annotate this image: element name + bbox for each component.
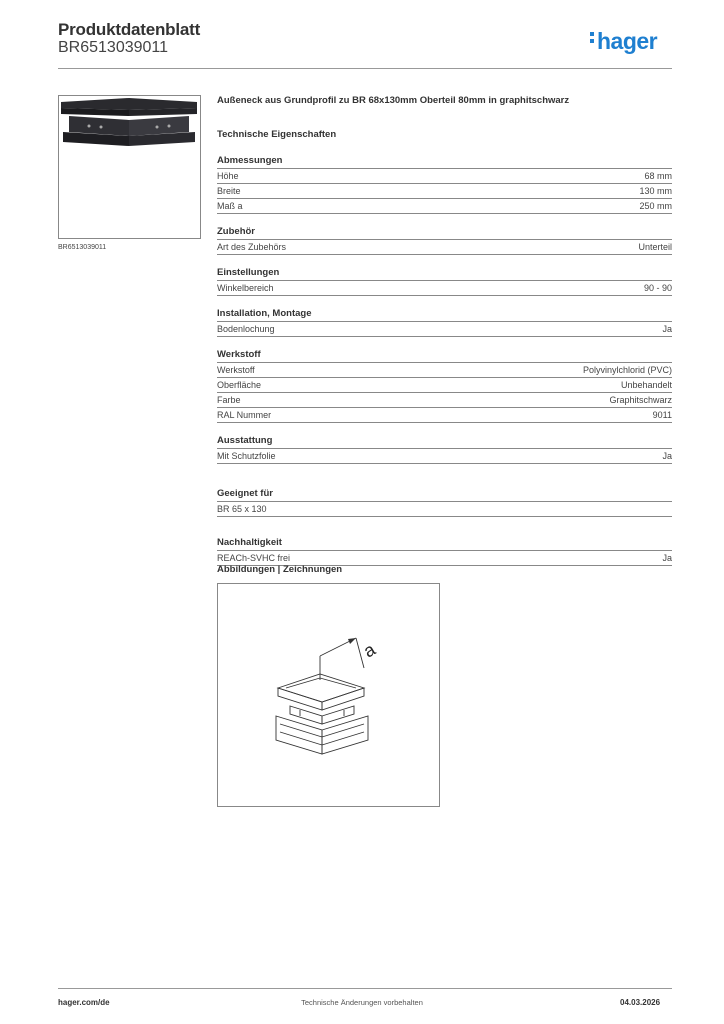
- spec-value: Ja: [662, 324, 672, 334]
- section-geeignet-fuer: [217, 488, 672, 517]
- spec-value: Unbehandelt: [620, 380, 672, 390]
- spec-label: BR 65 x 130: [217, 504, 267, 514]
- section-title: Zubehör: [217, 226, 672, 240]
- page-title: Produktdatenblatt: [58, 20, 201, 39]
- spec-value: Ja: [662, 451, 672, 461]
- spec-label: Höhe: [217, 171, 239, 181]
- drawings-heading: Abbildungen | Zeichnungen: [217, 564, 343, 575]
- section-werkstoff: [217, 349, 672, 423]
- spec-label: Farbe: [217, 395, 241, 405]
- spec-value: Unterteil: [638, 242, 672, 252]
- hager-logo: [590, 28, 657, 55]
- footer-website-link[interactable]: hager.com/de: [58, 998, 110, 1007]
- corner-drawing-icon: [218, 584, 439, 806]
- section-nachhaltigkeit: [217, 537, 672, 566]
- spec-row: [217, 199, 672, 214]
- spec-value: 90 - 90: [643, 283, 672, 293]
- section-title: Ausstattung: [217, 435, 672, 449]
- spec-row: [217, 240, 672, 255]
- spec-label: Breite: [217, 186, 241, 196]
- spec-row: [217, 449, 672, 464]
- section-title: Einstellungen: [217, 267, 672, 281]
- spec-label: Winkelbereich: [217, 283, 274, 293]
- spec-value: Graphitschwarz: [609, 395, 672, 405]
- spec-row: [217, 184, 672, 199]
- footer-divider: [58, 988, 672, 989]
- spec-row: [217, 393, 672, 408]
- spec-label: Oberfläche: [217, 380, 262, 390]
- spec-row: [217, 169, 672, 184]
- spec-label: Werkstoff: [217, 365, 255, 375]
- spec-row: [217, 408, 672, 423]
- spec-row: [217, 502, 672, 517]
- product-name: Außeneck aus Grundprofil zu BR 68x130mm Oberteil 80mm in graphitschwarz: [217, 95, 570, 106]
- tech-properties-heading: Technische Eigenschaften: [217, 129, 337, 140]
- section-abmessungen: [217, 155, 672, 214]
- logo-text: hager: [597, 28, 658, 54]
- spec-label: Mit Schutzfolie: [217, 451, 276, 461]
- logo-dots-icon: [590, 29, 594, 46]
- section-zubehoer: [217, 226, 672, 255]
- spec-value: Polyvinylchlorid (PVC): [582, 365, 672, 375]
- spec-value: 130 mm: [639, 186, 672, 196]
- footer-date: 04.03.2026: [620, 998, 661, 1007]
- article-number: BR6513039011: [58, 39, 169, 56]
- technical-drawing: [217, 583, 440, 807]
- product-image: [58, 95, 201, 239]
- spec-row: [217, 378, 672, 393]
- spec-label: Maß a: [217, 201, 243, 211]
- section-ausstattung: [217, 435, 672, 464]
- footer-notice: Technische Änderungen vorbehalten: [301, 998, 423, 1007]
- spec-label: Bodenlochung: [217, 324, 275, 334]
- spec-value: 68 mm: [644, 171, 672, 181]
- spec-row: [217, 281, 672, 296]
- dimension-a-label: a: [360, 639, 379, 662]
- spec-label: Art des Zubehörs: [217, 242, 287, 252]
- section-installation: [217, 308, 672, 337]
- section-einstellungen: [217, 267, 672, 296]
- section-title: Nachhaltigkeit: [217, 537, 672, 551]
- spec-value: Ja: [662, 553, 672, 563]
- corner-duct-image-icon: [59, 96, 200, 238]
- spec-content: [217, 95, 672, 566]
- product-image-caption: BR6513039011: [58, 244, 107, 251]
- spec-label: REACh-SVHC frei: [217, 553, 291, 563]
- spec-label: RAL Nummer: [217, 410, 272, 420]
- spec-value: 9011: [652, 410, 672, 420]
- header-divider: [58, 68, 672, 69]
- section-title: Werkstoff: [217, 349, 672, 363]
- section-title: Geeignet für: [217, 488, 672, 502]
- spec-value: 250 mm: [639, 201, 672, 211]
- spec-row: [217, 363, 672, 378]
- section-title: Abmessungen: [217, 155, 672, 169]
- section-title: Installation, Montage: [217, 308, 672, 322]
- spec-row: [217, 322, 672, 337]
